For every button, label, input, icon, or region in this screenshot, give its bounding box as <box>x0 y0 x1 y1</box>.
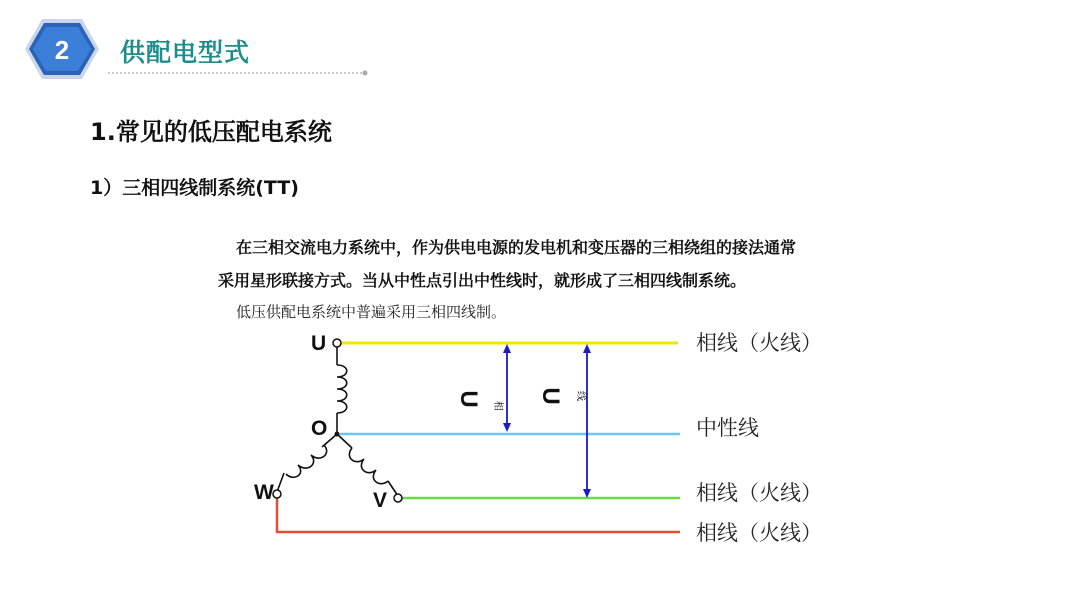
page-heading: 1.常见的低压配电系统 <box>90 118 332 146</box>
node-label-w: W <box>254 481 274 504</box>
section-title: 供配电型式 <box>120 38 251 67</box>
line-voltage-arrow <box>583 344 591 498</box>
phase-u-label: 相线（火线） <box>696 331 822 355</box>
badge-number: 2 <box>54 35 70 65</box>
winding-v <box>337 434 398 496</box>
note-text: 低压供配电系统中普遍采用三相四线制。 <box>236 303 507 321</box>
terminal-u <box>333 339 341 347</box>
paragraph-line-2: 采用星形联接方式。当从中性点引出中性线时，就形成了三相四线制系统。 <box>218 271 747 290</box>
phase-v-label: 相线（火线） <box>696 481 822 505</box>
neutral-label: 中性线 <box>696 416 759 440</box>
node-label-v: V <box>373 489 388 512</box>
terminal-w <box>273 490 281 498</box>
node-label-u: U <box>311 332 327 355</box>
winding-u <box>337 347 347 434</box>
phase-w-line <box>277 496 680 532</box>
phase-voltage-arrow <box>503 344 511 432</box>
phase-voltage-subscript: 相 <box>492 401 503 411</box>
terminal-o <box>335 432 340 437</box>
phase-w-label: 相线（火线） <box>696 521 822 545</box>
sub-heading: 1）三相四线制系统(TT) <box>90 177 299 199</box>
phase-voltage-label: U <box>455 390 482 408</box>
line-voltage-subscript: 线 <box>575 391 586 401</box>
node-label-o: O <box>311 417 328 440</box>
line-voltage-label: U <box>537 387 564 405</box>
terminal-v <box>394 494 402 502</box>
paragraph-line-1: 在三相交流电力系统中，作为供电电源的发电机和变压器的三相绕组的接法通常 <box>236 238 797 257</box>
winding-w <box>277 434 337 492</box>
